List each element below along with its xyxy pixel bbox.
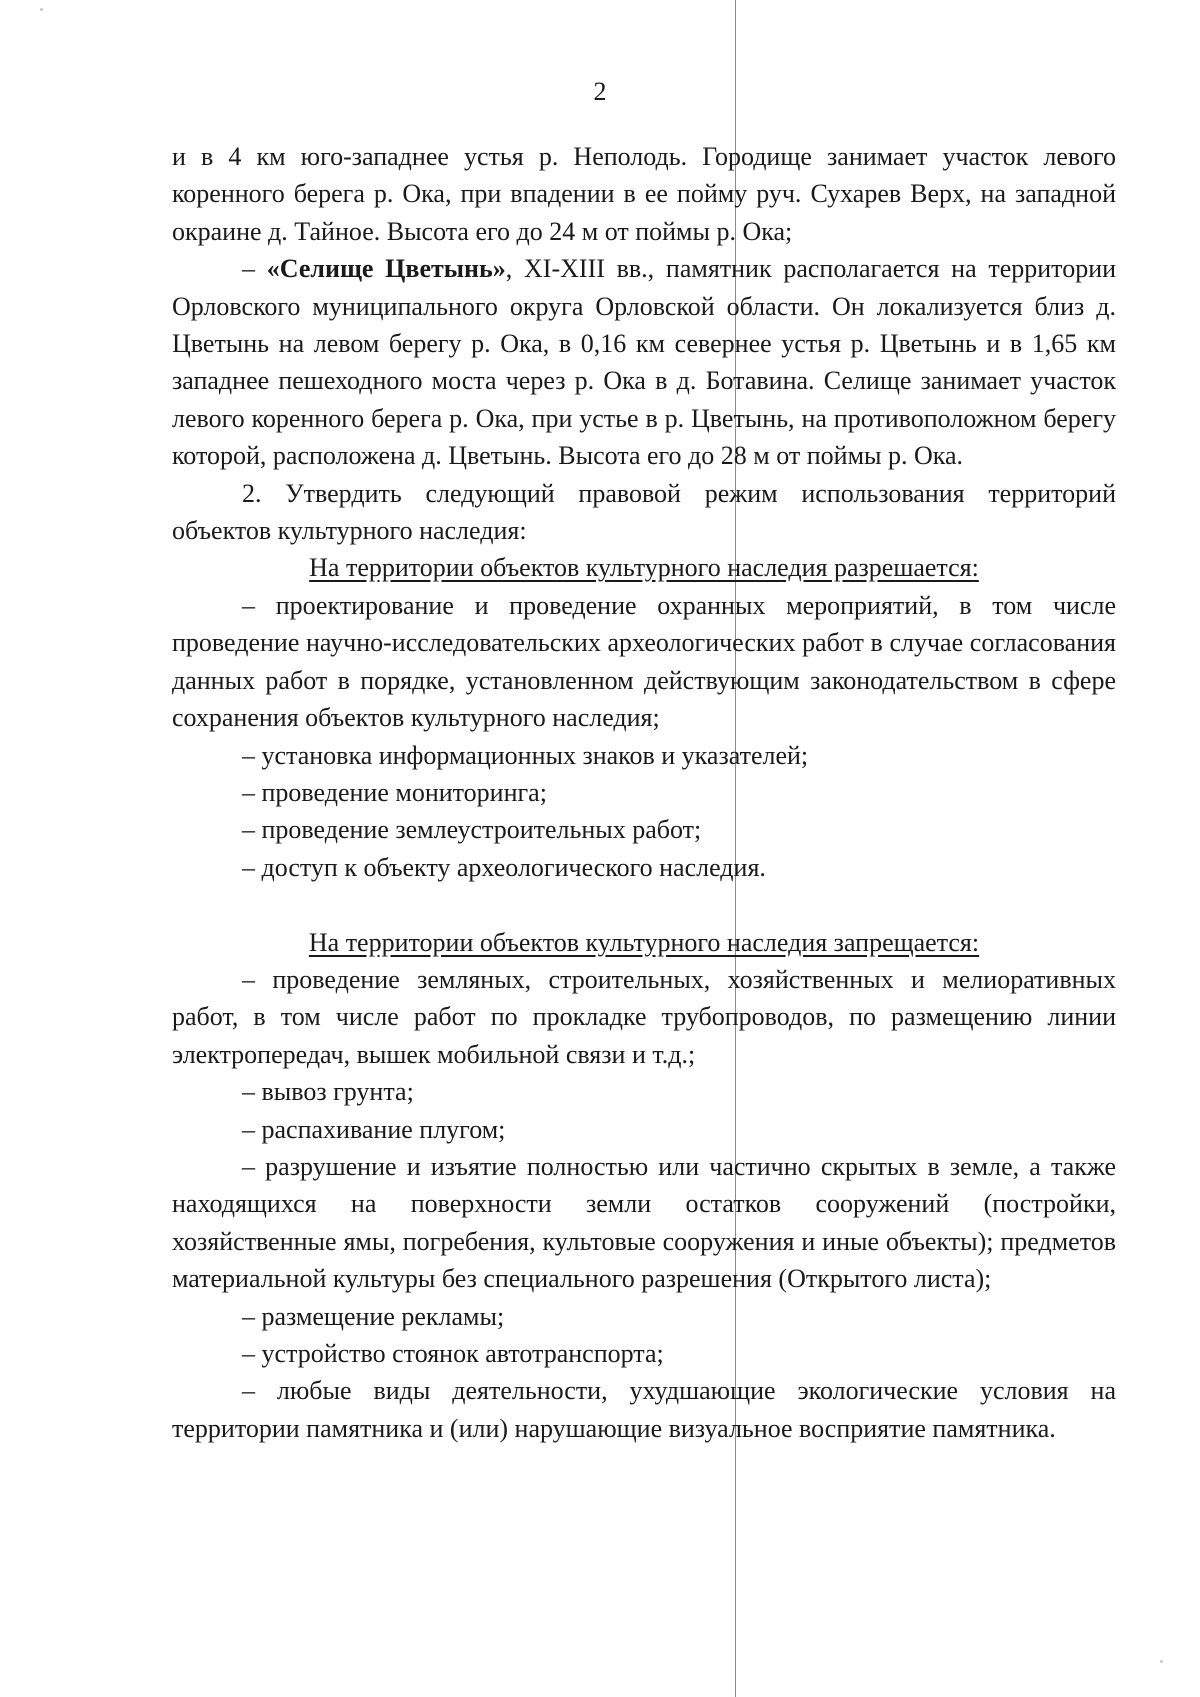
allowed-item: – проектирование и проведение охранных мероприятий, в том числе проведение научно-исследовательских археологических работ в случае согласования данных работ в порядке, установленном действующим законодательством в сфере сохранения объектов культурного наследия; xyxy=(172,590,1116,733)
allowed-item: – установка информационных знаков и указателей; xyxy=(242,740,809,770)
page-number: 2 xyxy=(593,77,607,106)
scan-speck xyxy=(40,8,43,11)
prohibited-item: – распахивание плугом; xyxy=(242,1114,506,1144)
document-body xyxy=(172,138,1116,1447)
prohibited-item: – размещение рекламы; xyxy=(242,1301,505,1331)
blank-line xyxy=(172,886,1116,923)
section-heading-prohibited: На территории объектов культурного наследия запрещается: xyxy=(308,927,980,957)
prohibited-item: – устройство стоянок автотранспорта; xyxy=(242,1338,664,1368)
paragraph-p2 xyxy=(172,250,1116,474)
allowed-item: – проведение землеустроительных работ; xyxy=(242,815,702,845)
prohibited-item: – любые виды деятельности, ухудшающие экологические условия на территории памятника и (или) нарушающие визуальное восприятие памятника. xyxy=(172,1376,1116,1443)
scan-speck xyxy=(1160,1660,1163,1663)
prohibited-item: – вывоз грунта; xyxy=(242,1077,414,1107)
allowed-item: – проведение мониторинга; xyxy=(242,777,547,807)
allowed-item: – доступ к объекту археологического наследия. xyxy=(242,852,766,882)
monument-description: , XI-XIII вв., памятник располагается на территории Орловского муниципального округа Орловской области. Он локализуется близ д. Цветынь на левом берегу р. Ока, в 0,16 км севернее устья р. Цветынь и в 1,65 км западнее пешеходного моста через р. Ока в д. Ботавина. Селище занимает участок левого коренного берега р. Ока, при устье в р. Цветынь, на противоположном берегу которой, расположена д. Цветынь. Высота его до 28 м от поймы р. Ока. xyxy=(172,254,1117,471)
paragraph-p1: и в 4 км юго-западнее устья р. Неполодь. Городище занимает участок левого коренного берега р. Ока, при впадении в ее пойму руч. Сухарев Верх, на западной окраине д. Тайное. Высота его до 24 м от поймы р. Ока; xyxy=(172,142,1116,246)
section-heading-allowed: На территории объектов культурного наследия разрешается: xyxy=(309,553,979,583)
monument-name: «Селище Цветынь» xyxy=(266,254,506,284)
prohibited-item: – разрушение и изъятие полностью или частично скрытых в земле, а также находящихся на поверхности земли остатков сооружений (постройки, хозяйственные ямы, погребения, культовые сооружения и иные объекты); предметов материальной культуры без специального разрешения (Открытого листа); xyxy=(172,1151,1116,1294)
paragraph-p3: 2. Утвердить следующий правовой режим использования территорий объектов культурного наследия: xyxy=(172,478,1116,546)
prohibited-item: – проведение земляных, строительных, хозяйственных и мелиоративных работ, в том числе работ по прокладке трубопроводов, по размещению линии электропередач, вышек мобильной связи и т.д.; xyxy=(172,964,1116,1069)
list-dash: – xyxy=(242,254,267,284)
